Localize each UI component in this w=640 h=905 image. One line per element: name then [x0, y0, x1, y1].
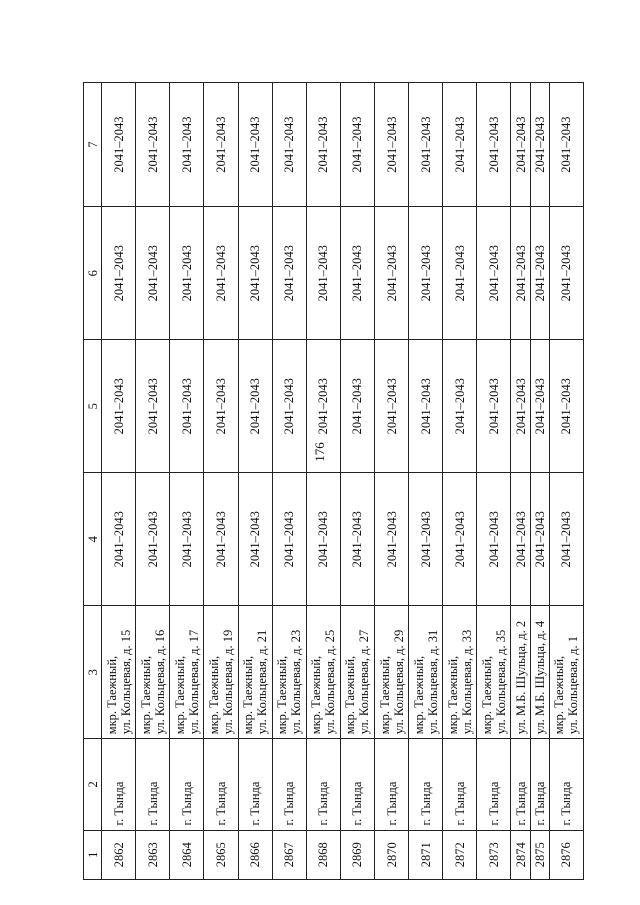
period-cell-col4: 2041–2043	[306, 473, 340, 606]
period-cell-col7: 2041–2043	[530, 83, 549, 207]
table-header-row	[84, 83, 102, 880]
header-cell-1: 1	[84, 830, 102, 879]
period-cell-col4: 2041–2043	[272, 473, 306, 606]
period-cell-col5: 2041–2043	[530, 340, 549, 473]
table-row	[136, 83, 170, 880]
period-cell-col5: 2041–2043	[511, 340, 530, 473]
table-row	[102, 83, 136, 880]
address-cell	[374, 606, 408, 739]
period-cell-col7: 2041–2043	[549, 83, 583, 207]
address-line-2: ул. Кольцевая, д. 25	[323, 629, 338, 735]
address-line-2: ул. Кольцевая, д. 1	[566, 635, 581, 735]
address-line-2: ул. Кольцевая, д. 27	[357, 629, 372, 735]
period-cell-col6: 2041–2043	[102, 207, 136, 340]
address-line-1: мкр. Таежный,	[104, 655, 119, 735]
address-line-1: мкр. Таежный,	[479, 655, 494, 735]
row-number-cell: 2873	[477, 830, 511, 879]
rotated-table-container	[83, 82, 584, 880]
table-row	[272, 83, 306, 880]
period-cell-col4: 2041–2043	[530, 473, 549, 606]
address-line-2: ул. Кольцевая, д. 23	[289, 629, 304, 735]
period-cell-col4: 2041–2043	[136, 473, 170, 606]
row-number-cell: 2876	[549, 830, 583, 879]
address-cell	[549, 606, 583, 739]
period-cell-col5: 2041–2043	[443, 340, 477, 473]
period-cell-col4: 2041–2043	[443, 473, 477, 606]
period-cell-col4: 2041–2043	[340, 473, 374, 606]
period-cell-col6: 2041–2043	[374, 207, 408, 340]
header-cell-5: 5	[84, 340, 102, 473]
period-cell-col5: 2041–2043	[374, 340, 408, 473]
period-cell-col7: 2041–2043	[272, 83, 306, 207]
row-number-cell: 2869	[340, 830, 374, 879]
period-cell-col5: 2041–2043	[306, 340, 340, 473]
row-number-cell: 2868	[306, 830, 340, 879]
address-line-1: мкр. Таежный,	[377, 655, 392, 735]
city-cell: г. Тында	[477, 739, 511, 830]
period-cell-col7: 2041–2043	[443, 83, 477, 207]
period-cell-col7: 2041–2043	[102, 83, 136, 207]
address-line-1: мкр. Таежный,	[309, 655, 324, 735]
period-cell-col5: 2041–2043	[170, 340, 204, 473]
period-cell-col5: 2041–2043	[204, 340, 238, 473]
table-row	[511, 83, 530, 880]
page-number: 176	[312, 442, 327, 462]
period-cell-col7: 2041–2043	[477, 83, 511, 207]
period-cell-col7: 2041–2043	[136, 83, 170, 207]
city-cell: г. Тында	[238, 739, 272, 830]
address-line-2: ул. Кольцевая, д. 35	[493, 629, 508, 735]
period-cell-col4: 2041–2043	[511, 473, 530, 606]
address-line-2: ул. Кольцевая, д. 19	[220, 629, 235, 735]
city-cell: г. Тында	[511, 739, 530, 830]
period-cell-col6: 2041–2043	[238, 207, 272, 340]
period-cell-col5: 2041–2043	[272, 340, 306, 473]
address-line-2: ул. Кольцевая, д. 31	[425, 629, 440, 735]
period-cell-col5: 2041–2043	[549, 340, 583, 473]
row-number-cell: 2871	[409, 830, 443, 879]
row-number-cell: 2874	[511, 830, 530, 879]
address-line-2: ул. Кольцевая, д. 29	[391, 629, 406, 735]
address-cell	[443, 606, 477, 739]
table-row	[477, 83, 511, 880]
address-line-1: мкр. Таежный,	[275, 655, 290, 735]
period-cell-col6: 2041–2043	[477, 207, 511, 340]
table-row	[409, 83, 443, 880]
period-cell-col4: 2041–2043	[374, 473, 408, 606]
period-cell-col4: 2041–2043	[477, 473, 511, 606]
address-cell	[530, 606, 549, 739]
period-cell-col6: 2041–2043	[409, 207, 443, 340]
address-line-1: мкр. Таежный,	[138, 655, 153, 735]
period-cell-col6: 2041–2043	[306, 207, 340, 340]
table-row	[238, 83, 272, 880]
address-cell	[170, 606, 204, 739]
address-cell	[136, 606, 170, 739]
city-cell: г. Тында	[549, 739, 583, 830]
header-cell-2: 2	[84, 739, 102, 830]
row-number-cell: 2866	[238, 830, 272, 879]
city-cell: г. Тында	[102, 739, 136, 830]
table-row	[170, 83, 204, 880]
city-cell: г. Тында	[409, 739, 443, 830]
table-row	[530, 83, 549, 880]
address-cell	[102, 606, 136, 739]
address-cell	[238, 606, 272, 739]
period-cell-col6: 2041–2043	[549, 207, 583, 340]
row-number-cell: 2875	[530, 830, 549, 879]
header-cell-3: 3	[84, 606, 102, 739]
header-cell-7: 7	[84, 83, 102, 207]
address-line-1: мкр. Таежный,	[411, 655, 426, 735]
period-cell-col4: 2041–2043	[170, 473, 204, 606]
row-number-cell: 2867	[272, 830, 306, 879]
address-line-2: ул. Кольцевая, д. 16	[152, 629, 167, 735]
period-cell-col5: 2041–2043	[136, 340, 170, 473]
address-line-1: ул. М.Б. Шульца, д. 2	[513, 620, 528, 735]
city-cell: г. Тында	[204, 739, 238, 830]
period-cell-col4: 2041–2043	[238, 473, 272, 606]
schedule-table	[83, 82, 584, 880]
period-cell-col6: 2041–2043	[272, 207, 306, 340]
table-row	[374, 83, 408, 880]
address-line-1: мкр. Таежный,	[445, 655, 460, 735]
city-cell: г. Тында	[306, 739, 340, 830]
table-row	[306, 83, 340, 880]
header-cell-6: 6	[84, 207, 102, 340]
city-cell: г. Тында	[530, 739, 549, 830]
address-cell	[409, 606, 443, 739]
period-cell-col6: 2041–2043	[530, 207, 549, 340]
address-cell	[477, 606, 511, 739]
address-line-1: ул. М.Б. Шульца, д. 4	[532, 620, 547, 735]
address-line-1: мкр. Таежный,	[206, 655, 221, 735]
period-cell-col7: 2041–2043	[409, 83, 443, 207]
city-cell: г. Тында	[170, 739, 204, 830]
period-cell-col7: 2041–2043	[204, 83, 238, 207]
period-cell-col6: 2041–2043	[204, 207, 238, 340]
city-cell: г. Тында	[443, 739, 477, 830]
row-number-cell: 2862	[102, 830, 136, 879]
row-number-cell: 2864	[170, 830, 204, 879]
address-line-2: ул. Кольцевая, д. 17	[186, 629, 201, 735]
header-cell-4: 4	[84, 473, 102, 606]
period-cell-col4: 2041–2043	[102, 473, 136, 606]
table-row	[204, 83, 238, 880]
table-row	[443, 83, 477, 880]
period-cell-col6: 2041–2043	[170, 207, 204, 340]
city-cell: г. Тында	[374, 739, 408, 830]
period-cell-col5: 2041–2043	[409, 340, 443, 473]
period-cell-col5: 2041–2043	[102, 340, 136, 473]
row-number-cell: 2863	[136, 830, 170, 879]
period-cell-col4: 2041–2043	[204, 473, 238, 606]
city-cell: г. Тында	[272, 739, 306, 830]
period-cell-col7: 2041–2043	[306, 83, 340, 207]
period-cell-col4: 2041–2043	[549, 473, 583, 606]
period-cell-col7: 2041–2043	[511, 83, 530, 207]
period-cell-col5: 2041–2043	[477, 340, 511, 473]
table-row	[549, 83, 583, 880]
city-cell: г. Тында	[340, 739, 374, 830]
period-cell-col6: 2041–2043	[443, 207, 477, 340]
address-cell	[204, 606, 238, 739]
period-cell-col6: 2041–2043	[136, 207, 170, 340]
city-cell: г. Тында	[136, 739, 170, 830]
period-cell-col4: 2041–2043	[409, 473, 443, 606]
address-line-1: мкр. Таежный,	[241, 655, 256, 735]
address-cell	[340, 606, 374, 739]
period-cell-col5: 2041–2043	[340, 340, 374, 473]
address-cell	[306, 606, 340, 739]
address-line-2: ул. Кольцевая, д. 33	[459, 629, 474, 735]
address-cell	[272, 606, 306, 739]
address-line-2: ул. Кольцевая, д. 21	[255, 629, 270, 735]
address-line-1: мкр. Таежный,	[343, 655, 358, 735]
period-cell-col7: 2041–2043	[374, 83, 408, 207]
period-cell-col7: 2041–2043	[170, 83, 204, 207]
period-cell-col6: 2041–2043	[511, 207, 530, 340]
table-body	[84, 83, 584, 880]
period-cell-col6: 2041–2043	[340, 207, 374, 340]
address-cell	[511, 606, 530, 739]
row-number-cell: 2870	[374, 830, 408, 879]
row-number-cell: 2872	[443, 830, 477, 879]
row-number-cell: 2865	[204, 830, 238, 879]
period-cell-col7: 2041–2043	[238, 83, 272, 207]
table-row	[340, 83, 374, 880]
address-line-1: мкр. Таежный,	[552, 655, 567, 735]
address-line-2: ул. Кольцевая, д. 15	[118, 629, 133, 735]
period-cell-col5: 2041–2043	[238, 340, 272, 473]
address-line-1: мкр. Таежный,	[172, 655, 187, 735]
period-cell-col7: 2041–2043	[340, 83, 374, 207]
